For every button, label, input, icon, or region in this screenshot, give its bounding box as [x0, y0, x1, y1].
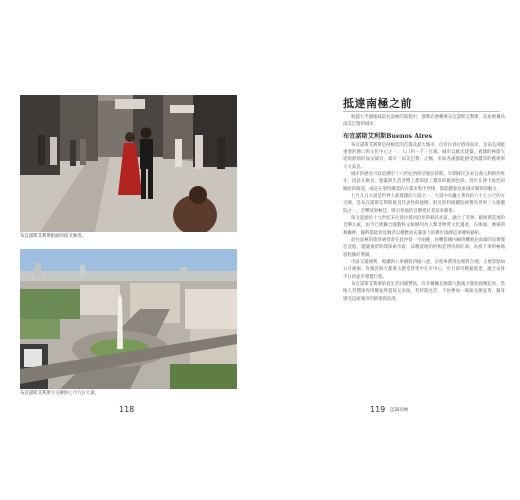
tango-street-photo-icon	[20, 95, 237, 232]
tango-street-photo	[20, 95, 237, 232]
intro-paragraph	[343, 114, 505, 128]
paragraph: 布宜諾斯艾利斯的夜生活同樣豐富，許多餐廳在晚間九點後才開始熱鬧起來，當地人習慣深夜用餐並欣賞探戈表演。若時間允許，不妨參加一場探戈晚宴秀，親身感受這座城市的熱情與浪漫。	[343, 282, 505, 302]
buenos-aires-aerial-photo	[20, 249, 237, 389]
page-number-left: 118	[119, 405, 135, 414]
running-head: 認識南極	[390, 408, 409, 413]
paragraph: 前往南極的旅客通常會在此停留一至兩晚，再轉搭國內線班機飛往南端的烏斯懷亞登船。建議預留時間探索市區，品嚐道地的阿根廷烤肉與紅酒，為接下來的極地旅程做好準備。	[343, 238, 505, 258]
body-text	[343, 142, 505, 303]
paragraph: 城市的歷史可以追溯至十六世紀西班牙殖民時期，早期移民多來自義大利與西班牙，因此在飲食、建築與生活習慣上都保留了濃厚的歐洲色彩。漫步在博卡區色彩繽紛的街道，或是在聖特爾莫的古董市集中穿梭，都能體會這座城市獨特的魅力。	[343, 172, 505, 192]
divider	[343, 111, 500, 112]
section-heading: 布宜諾斯艾利斯Buenos Aires	[343, 133, 433, 140]
photo-caption: 布宜諾斯艾利斯街頭的探戈舞者。	[20, 234, 86, 239]
chapter-title: 抵達南極之前	[343, 97, 412, 110]
paragraph: 布宜諾斯艾利斯是阿根廷的首都及最大城市，位於拉普拉塔河南岸，是南美洲最重要的港口與文化中心之一，人口約一千三百萬。城市以歐式建築、寬闊的林蔭大道與熱情的探戈聞名，素有「南美巴黎」之稱，市區各處都能感受到濃厚的藝術與人文氣息。	[343, 143, 505, 170]
buenos-aires-obelisk-aerial-photo-icon	[20, 249, 237, 389]
photo-caption: 布宜諾斯艾利斯方尖碑與七月九日大道。	[20, 391, 100, 396]
paragraph: 探戈起源於十九世紀末拉普拉塔河沿岸的移民社區，融合了非洲、歐洲與當地的音樂元素，如今已被聯合國教科文組織列為人類非物質文化遺產。在街頭、廣場與舞廳裡，隨時都能看見舞者以優雅而充滿張力的舞步演繹這項傳統藝術。	[343, 216, 505, 236]
paragraph: 市區交通便利，地鐵與公車網絡四通八達，計程車費用也相對合理。主要景點如五月廣場、玫瑰宮與大都會大教堂皆集中在市中心，步行即可輕鬆抵達，適合安排半日的徒步導覽行程。	[343, 260, 505, 280]
page-number-right: 119	[370, 405, 386, 414]
paragraph: 七月九日大道是世界上最寬闊的大道之一，大道中央矗立著高約六十七公尺的方尖碑，是布宜諾斯艾利斯最具代表性的地標。附近的科隆劇院被譽為世界三大歌劇院之一，音響效果極佳，吸引各地的音樂愛好者前來朝聖。	[343, 194, 505, 214]
intro-text: 航越大半個地球前往南極的旅程中，都勢必會轉乘布宜諾斯艾利斯，這座被稱為南美巴黎的城市。	[343, 115, 505, 128]
